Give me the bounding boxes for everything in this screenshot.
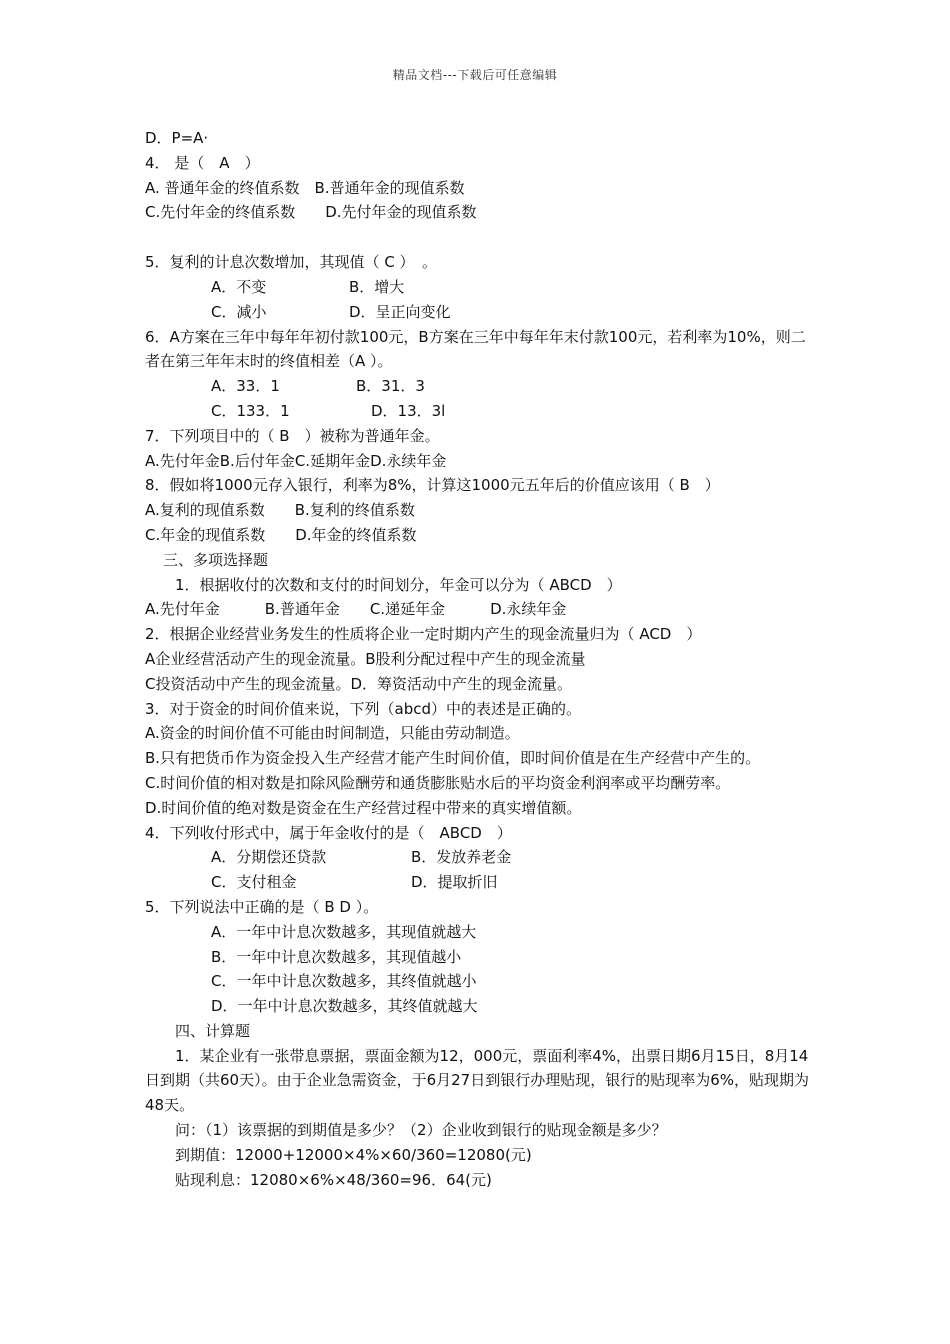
mc-question-1: 1．根据收付的次数和支付的时间划分，年金可以分为（ ABCD ）: [175, 575, 622, 594]
option-d-formula: D．P=A·: [145, 129, 209, 147]
option-a: A．不变: [211, 277, 267, 296]
mc-question-2-options-cd: C投资活动中产生的现金流量。D．筹资活动中产生的现金流量。: [145, 674, 573, 693]
option-c: C．减小: [211, 302, 267, 321]
question-4-options-cd: C.先付年金的终值系数 D.先付年金的现值系数: [145, 203, 477, 222]
question-5-options-cd: [145, 300, 810, 325]
mc-question-5-option-c: C．一年中计息次数越多，其终值就越小: [211, 972, 477, 991]
option-d: D．13．3l: [371, 401, 446, 420]
option-b: B．发放养老金: [411, 848, 512, 867]
question-8-options-ab: A.复利的现值系数 B.复利的终值系数: [145, 501, 415, 520]
option-a: A．分期偿还贷款: [211, 848, 327, 867]
option-a: A．33．1: [211, 377, 280, 396]
option-d: D．提取折旧: [411, 873, 498, 892]
option-b: B．增大: [349, 277, 405, 296]
calc-answer-discount-interest: 贴现利息：12080×6%×48/360=96．64(元): [175, 1170, 492, 1189]
mc-question-3: 3．对于资金的时间价值来说，下列（abcd）中的表述是正确的。: [145, 699, 582, 718]
question-7: 7．下列项目中的（ B ）被称为普通年金。: [145, 426, 440, 445]
calc-question-1-ask: 问：（1）该票据的到期值是多少？（2）企业收到银行的贴现金额是多少？: [175, 1121, 667, 1140]
question-7-options: A.先付年金B.后付年金C.延期年金D.永续年金: [145, 451, 447, 470]
spacer: [145, 225, 810, 250]
question-8-options-cd: C.年金的现值系数 D.年金的终值系数: [145, 525, 417, 544]
calc-answer-maturity-value: 到期值：12000+12000×4%×60/360=12080(元): [175, 1145, 532, 1164]
mc-question-5: 5．下列说法中正确的是（ B D ）。: [145, 897, 379, 916]
question-8: 8．假如将1000元存入银行，利率为8%，计算这1000元五年后的价值应该用（ B ）: [145, 476, 720, 495]
mc-question-4: 4．下列收付形式中，属于年金收付的是（ ABCD ）: [145, 823, 512, 842]
mc-question-1-options: A.先付年金 B.普通年金 C.递延年金 D.永续年金: [145, 600, 567, 619]
question-5-options-ab: [145, 275, 810, 300]
mc-question-3-option-a: A.资金的时间价值不可能由时间制造，只能由劳动制造。: [145, 724, 520, 743]
mc-question-4-options-cd: [145, 870, 810, 895]
mc-question-2-options-ab: A企业经营活动产生的现金流量。B股利分配过程中产生的现金流量: [145, 649, 586, 668]
question-5: 5．复利的计息次数增加，其现值（ C ） 。: [145, 253, 438, 272]
option-b: B．31．3: [356, 377, 425, 396]
mc-question-5-option-a: A．一年中计息次数越多，其现值就越大: [211, 922, 477, 941]
option-c: C．支付租金: [211, 873, 297, 892]
mc-question-2: 2．根据企业经营业务发生的性质将企业一定时期内产生的现金流量归为（ ACD ）: [145, 625, 702, 644]
mc-question-3-option-d: D.时间价值的绝对数是资金在生产经营过程中带来的真实增值额。: [145, 798, 582, 817]
mc-question-5-option-b: B．一年中计息次数越多，其现值越小: [211, 947, 462, 966]
mc-question-5-option-d: D．一年中计息次数越多，其终值就越大: [211, 997, 478, 1016]
question-6-options-ab: [145, 374, 810, 399]
question-4: 4． 是（ A ）: [145, 153, 260, 172]
question-6-options-cd: [145, 399, 810, 424]
mc-question-4-options-ab: [145, 845, 810, 870]
section-heading-multiple-choice: 三、多项选择题: [163, 550, 269, 569]
mc-question-3-option-c: C.时间价值的相对数是扣除风险酬劳和通货膨胀贴水后的平均资金利润率或平均酬劳率。: [145, 773, 731, 792]
document-body: [145, 126, 810, 1192]
section-heading-calculation: 四、计算题: [175, 1021, 251, 1040]
mc-question-3-option-b: B.只有把货币作为资金投入生产经营才能产生时间价值，即时间价值是在生产经营中产生的。: [145, 749, 761, 768]
question-6: 6．A方案在三年中每年年初付款100元，B方案在三年中每年年末付款100元，若利率为10%，则二者在第三年年末时的终值相差（A ）。: [145, 327, 806, 371]
question-4-options-ab: A. 普通年金的终值系数 B.普通年金的现值系数: [145, 178, 465, 197]
calc-question-1: 1．某企业有一张带息票据，票面金额为12，000元，票面利率4%，出票日期6月15日，8月14日到期（共60天）。由于企业急需资金，于6月27日到银行办理贴现，银行的贴现率为6%，贴现期为48天。: [145, 1046, 810, 1115]
option-d: D．呈正向变化: [349, 302, 451, 321]
option-c: C．133．1: [211, 401, 290, 420]
page-header: 精品文档---下载后可任意编辑: [392, 68, 558, 82]
